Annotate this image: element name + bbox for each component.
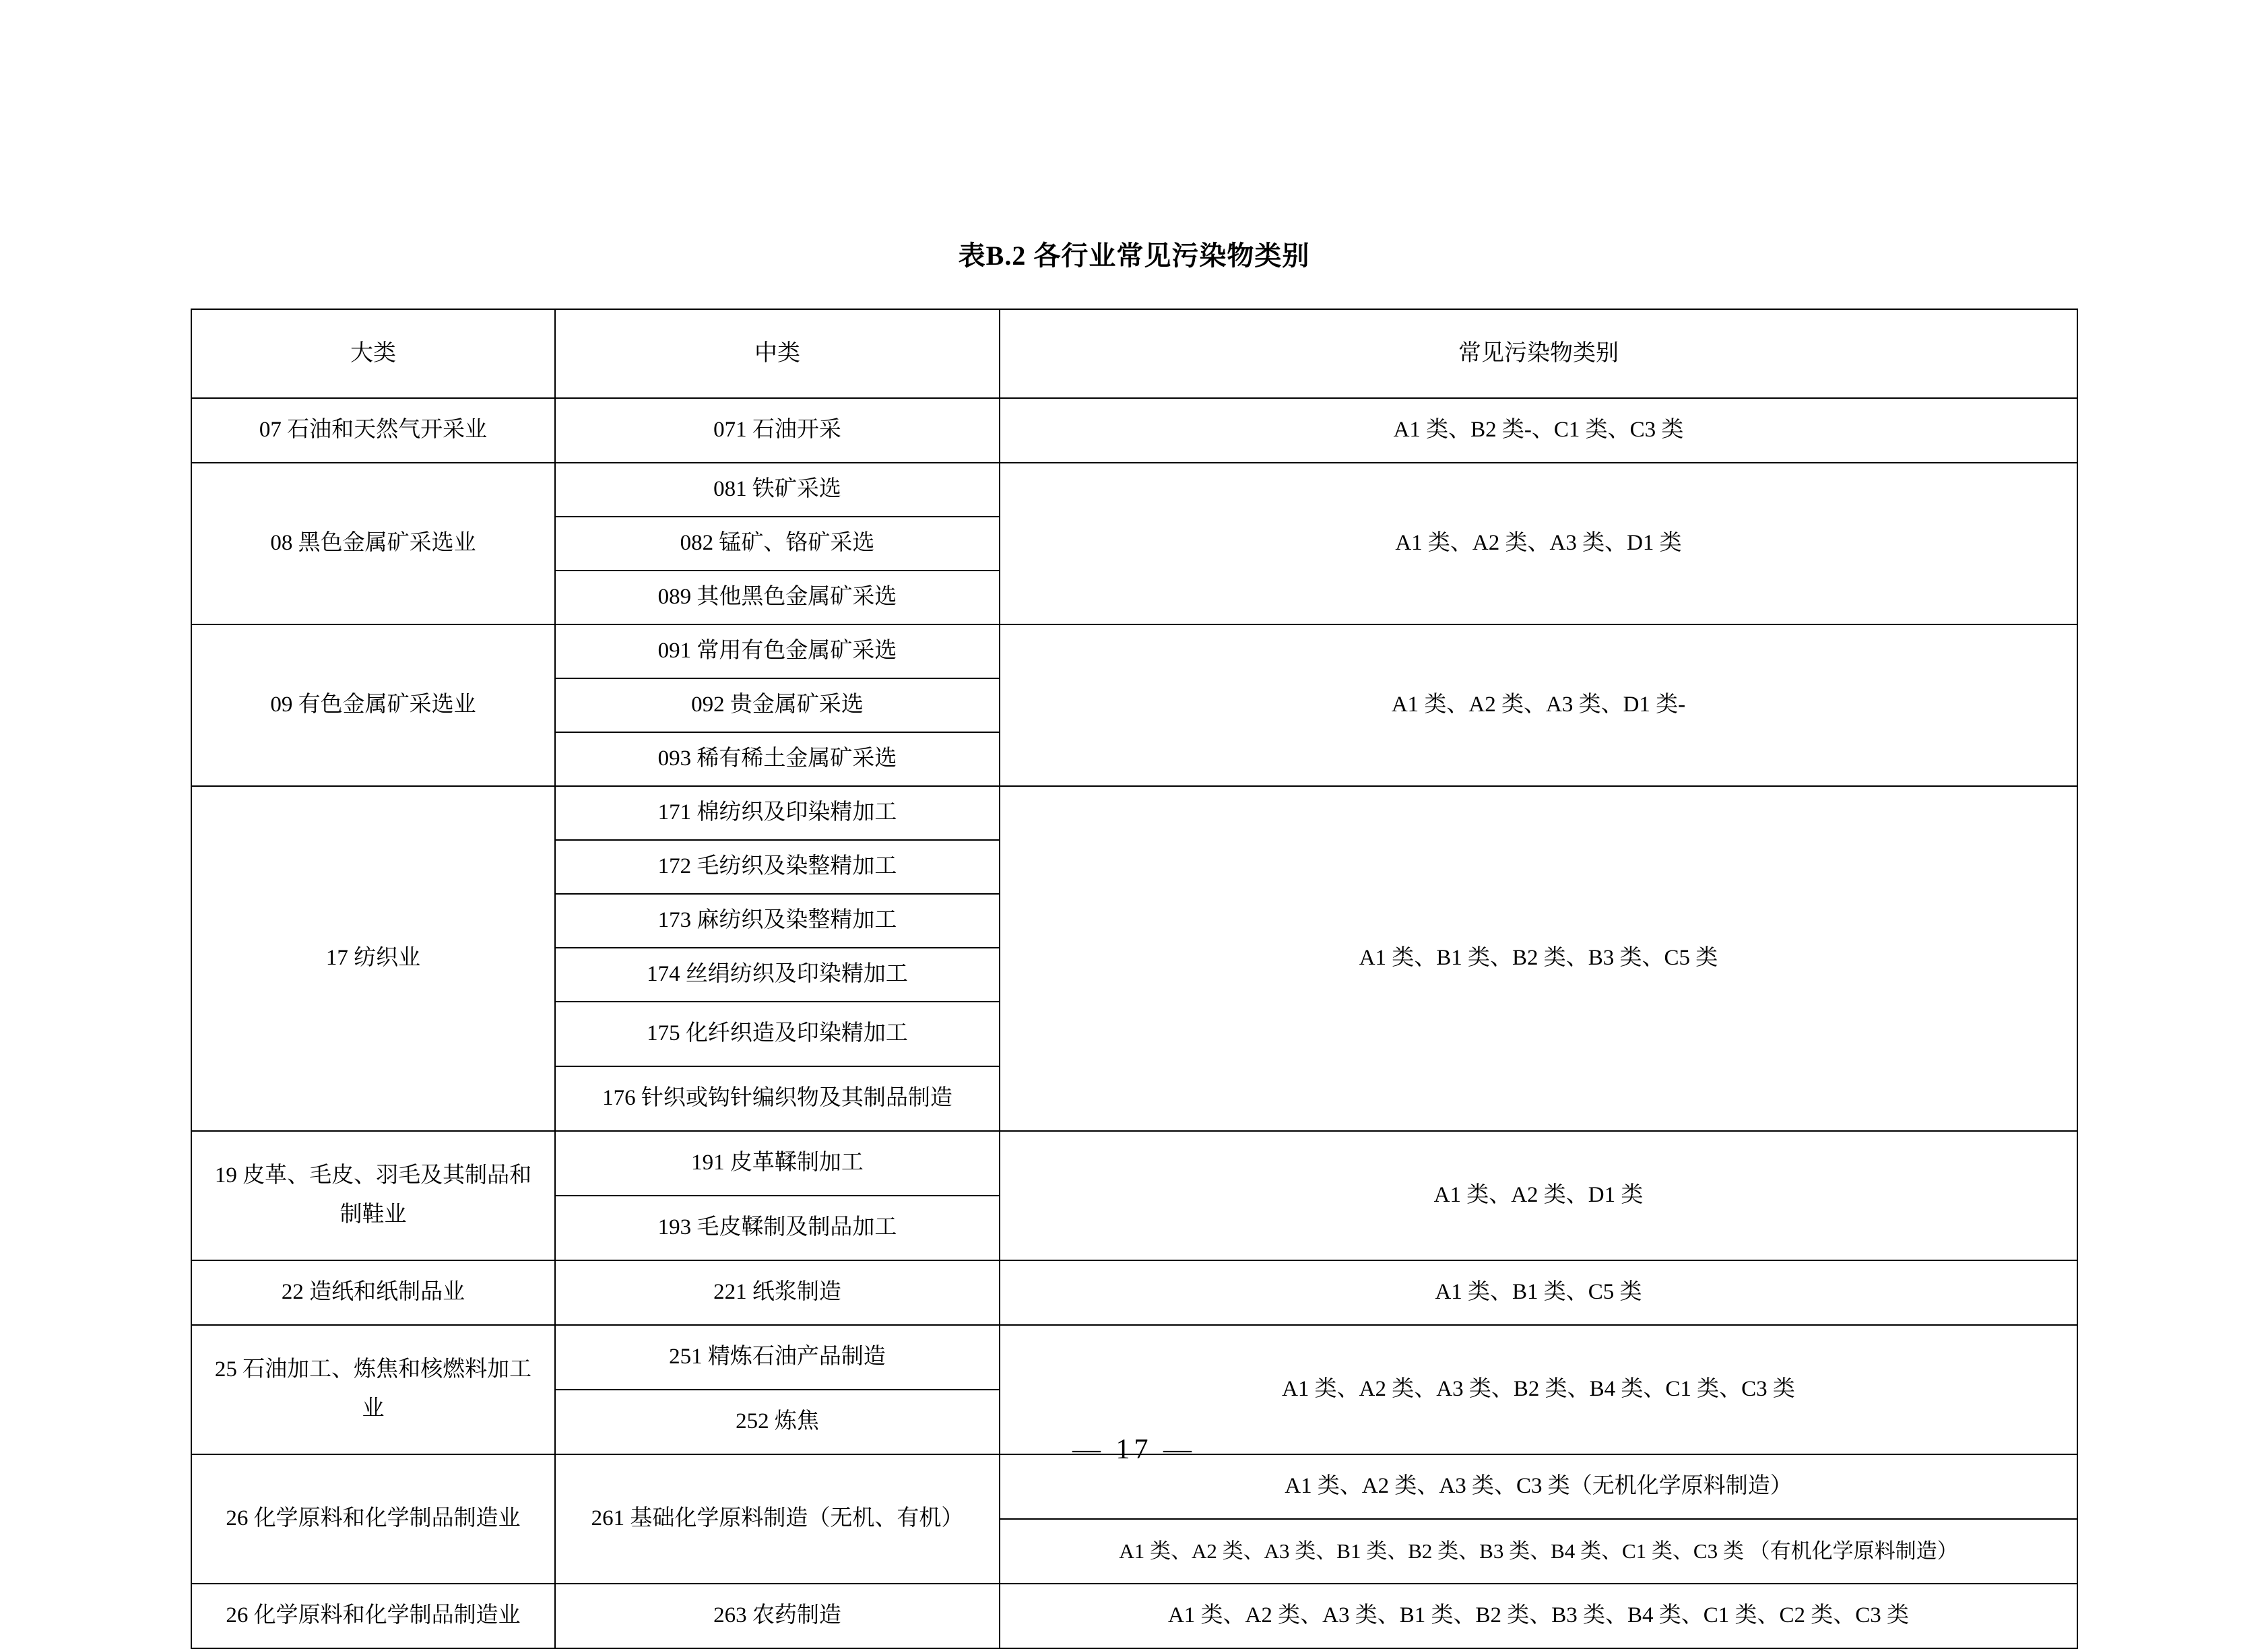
cell-middle-category: 176 针织或钩针编织物及其制品制造: [555, 1066, 1000, 1131]
cell-major-line-1: 25 石油加工、炼焦和核燃料加工: [214, 1357, 532, 1382]
table-row: [191, 624, 2077, 678]
cell-major-category: 08 黑色金属矿采选业: [191, 463, 555, 624]
column-header-major: 大类: [191, 309, 555, 398]
cell-middle-category: 174 丝绢纺织及印染精加工: [555, 948, 1000, 1002]
cell-major-category: [191, 1131, 555, 1260]
cell-middle-category: 091 常用有色金属矿采选: [555, 624, 1000, 678]
cell-pollutant-category: A1 类、B2 类-、C1 类、C3 类: [1000, 398, 2077, 463]
cell-major-category: 09 有色金属矿采选业: [191, 624, 555, 786]
cell-pollutant-category: A1 类、A2 类、D1 类: [1000, 1131, 2077, 1260]
table-caption: 表B.2 各行业常见污染物类别: [958, 240, 1310, 271]
cell-middle-category: 175 化纤织造及印染精加工: [555, 1002, 1000, 1066]
cell-major-line-2: 业: [362, 1396, 385, 1421]
cell-middle-category: 089 其他黑色金属矿采选: [555, 571, 1000, 624]
cell-middle-category: 261 基础化学原料制造（无机、有机）: [555, 1454, 1000, 1584]
table-row: [191, 1131, 2077, 1196]
page-title: [0, 234, 2268, 273]
cell-major-category: 22 造纸和纸制品业: [191, 1260, 555, 1325]
cell-middle-category: 171 棉纺织及印染精加工: [555, 786, 1000, 840]
cell-major-category: 26 化学原料和化学制品制造业: [191, 1584, 555, 1648]
cell-pollutant-category: A1 类、A2 类、A3 类、D1 类: [1000, 463, 2077, 624]
cell-middle-category: 221 纸浆制造: [555, 1260, 1000, 1325]
table-row: [191, 786, 2077, 840]
cell-middle-category: 191 皮革鞣制加工: [555, 1131, 1000, 1196]
cell-major-category: 26 化学原料和化学制品制造业: [191, 1454, 555, 1584]
cell-middle-category: 071 石油开采: [555, 398, 1000, 463]
cell-pollutant-category: A1 类、A2 类、A3 类、D1 类-: [1000, 624, 2077, 786]
table-row: [191, 1584, 2077, 1648]
cell-major-line-1: 19 皮革、毛皮、羽毛及其制品和: [214, 1163, 532, 1188]
table-header-row: [191, 309, 2077, 398]
table-row: [191, 463, 2077, 517]
column-header-pollutant: 常见污染物类别: [1000, 309, 2077, 398]
cell-middle-category: 252 炼焦: [555, 1390, 1000, 1454]
cell-middle-category: 173 麻纺织及染整精加工: [555, 894, 1000, 948]
cell-major-category: 17 纺织业: [191, 786, 555, 1131]
cell-pollutant-category: A1 类、A2 类、A3 类、B2 类、B4 类、C1 类、C3 类: [1000, 1325, 2077, 1454]
cell-middle-category: 172 毛纺织及染整精加工: [555, 840, 1000, 894]
cell-major-line-2: 制鞋业: [339, 1202, 407, 1227]
cell-pollutant-category: A1 类、A2 类、A3 类、B1 类、B2 类、B3 类、B4 类、C1 类、C3 类 （有机化学原料制造）: [1000, 1519, 2077, 1584]
cell-pollutant-category: A1 类、B1 类、B2 类、B3 类、C5 类: [1000, 786, 2077, 1131]
page-footer-number: — 17 —: [1072, 1434, 1196, 1465]
cell-middle-category: 082 锰矿、铬矿采选: [555, 517, 1000, 571]
table-row: [191, 1260, 2077, 1325]
cell-middle-category: 092 贵金属矿采选: [555, 678, 1000, 732]
cell-pollutant-category: A1 类、A2 类、A3 类、C3 类（无机化学原料制造）: [1000, 1454, 2077, 1519]
cell-middle-category: 093 稀有稀土金属矿采选: [555, 732, 1000, 786]
cell-middle-category: 193 毛皮鞣制及制品加工: [555, 1196, 1000, 1260]
cell-middle-category: 251 精炼石油产品制造: [555, 1325, 1000, 1390]
cell-pollutant-category: A1 类、B1 类、C5 类: [1000, 1260, 2077, 1325]
cell-middle-category: 263 农药制造: [555, 1584, 1000, 1648]
cell-middle-category: 081 铁矿采选: [555, 463, 1000, 517]
table-row: [191, 398, 2077, 463]
table-row: [191, 1325, 2077, 1390]
cell-major-category: 07 石油和天然气开采业: [191, 398, 555, 463]
column-header-middle: 中类: [555, 309, 1000, 398]
cell-pollutant-category: A1 类、A2 类、A3 类、B1 类、B2 类、B3 类、B4 类、C1 类、C2 类、C3 类: [1000, 1584, 2077, 1648]
